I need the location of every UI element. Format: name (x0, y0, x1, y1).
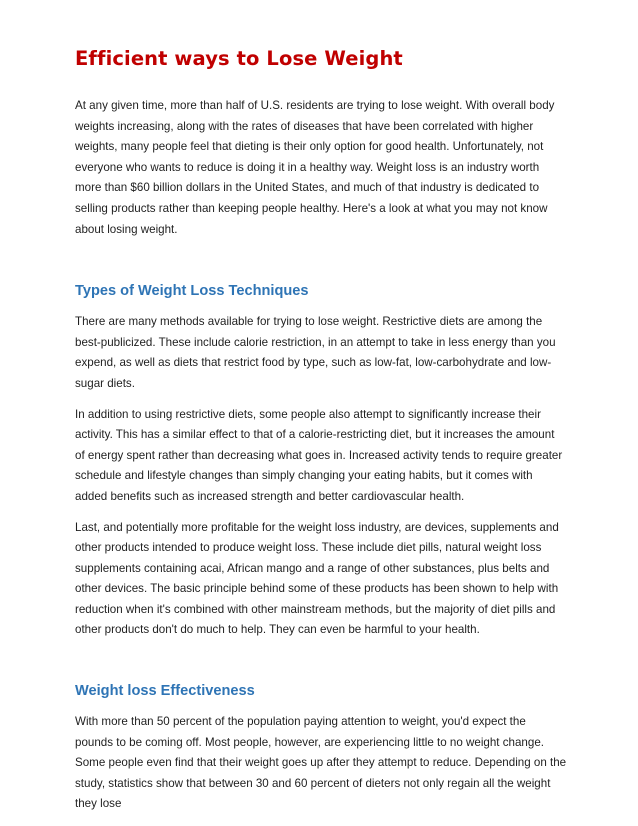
section-heading-techniques: Types of Weight Loss Techniques (75, 283, 309, 300)
intro-paragraph: At any given time, more than half of U.S. residents are trying to lose weight. With overall body weights increasing, along with the rates of diseases that have been correlated with higher weights, many people feel that dieting is their only option for good health. Unfortunately, not everyone who wants to reduce is doing it in a healthy way. Weight loss is an industry worth more than $60 billion dollars in the United States, and much of that industry is dedicated to selling products rather than keeping people healthy. Here's a look at what you may not know about losing weight. (75, 99, 555, 236)
effectiveness-paragraph-1: With more than 50 percent of the population paying attention to weight, you'd expect the pounds to be coming off. Most people, however, are experiencing little to no weight change. Some people even find that their weight goes up after they attempt to reduce. Depending on the study, statistics show that between 30 and 60 percent of dieters not only regain all the weight they lose (75, 715, 567, 811)
techniques-paragraph-2: In addition to using restrictive diets, some people also attempt to significantly increase their activity. This has a similar effect to that of a calorie-restricting diet, but it increases the amount of energy spent rather than decreasing what goes in. Increased activity tends to require greater schedule and lifestyle changes than simply changing your eating habits, but it comes with added benefits such as increased strength and better cardiovascular health. (75, 407, 563, 503)
document-page (75, 46, 567, 815)
techniques-paragraph-3: Last, and potentially more profitable for the weight loss industry, are devices, supplements and other products intended to produce weight loss. These include diet pills, natural weight loss supplements containing acai, African mango and a range of other substances, plus belts and other devices. The basic principle behind some of these products has been shown to help with reduction when it's combined with other mainstream methods, but the majority of diet pills and other products don't do much to help. They can even be harmful to your health. (75, 520, 559, 637)
page-title: Efficient ways to Lose Weight (75, 47, 403, 70)
section-heading-effectiveness: Weight loss Effectiveness (75, 683, 255, 700)
techniques-paragraph-1: There are many methods available for trying to lose weight. Restrictive diets are among the best-publicized. These include calorie restriction, in an attempt to take in less energy than you expend, as well as diets that restrict food by type, such as low-fat, low-carbohydrate and low-sugar diets. (75, 315, 556, 390)
